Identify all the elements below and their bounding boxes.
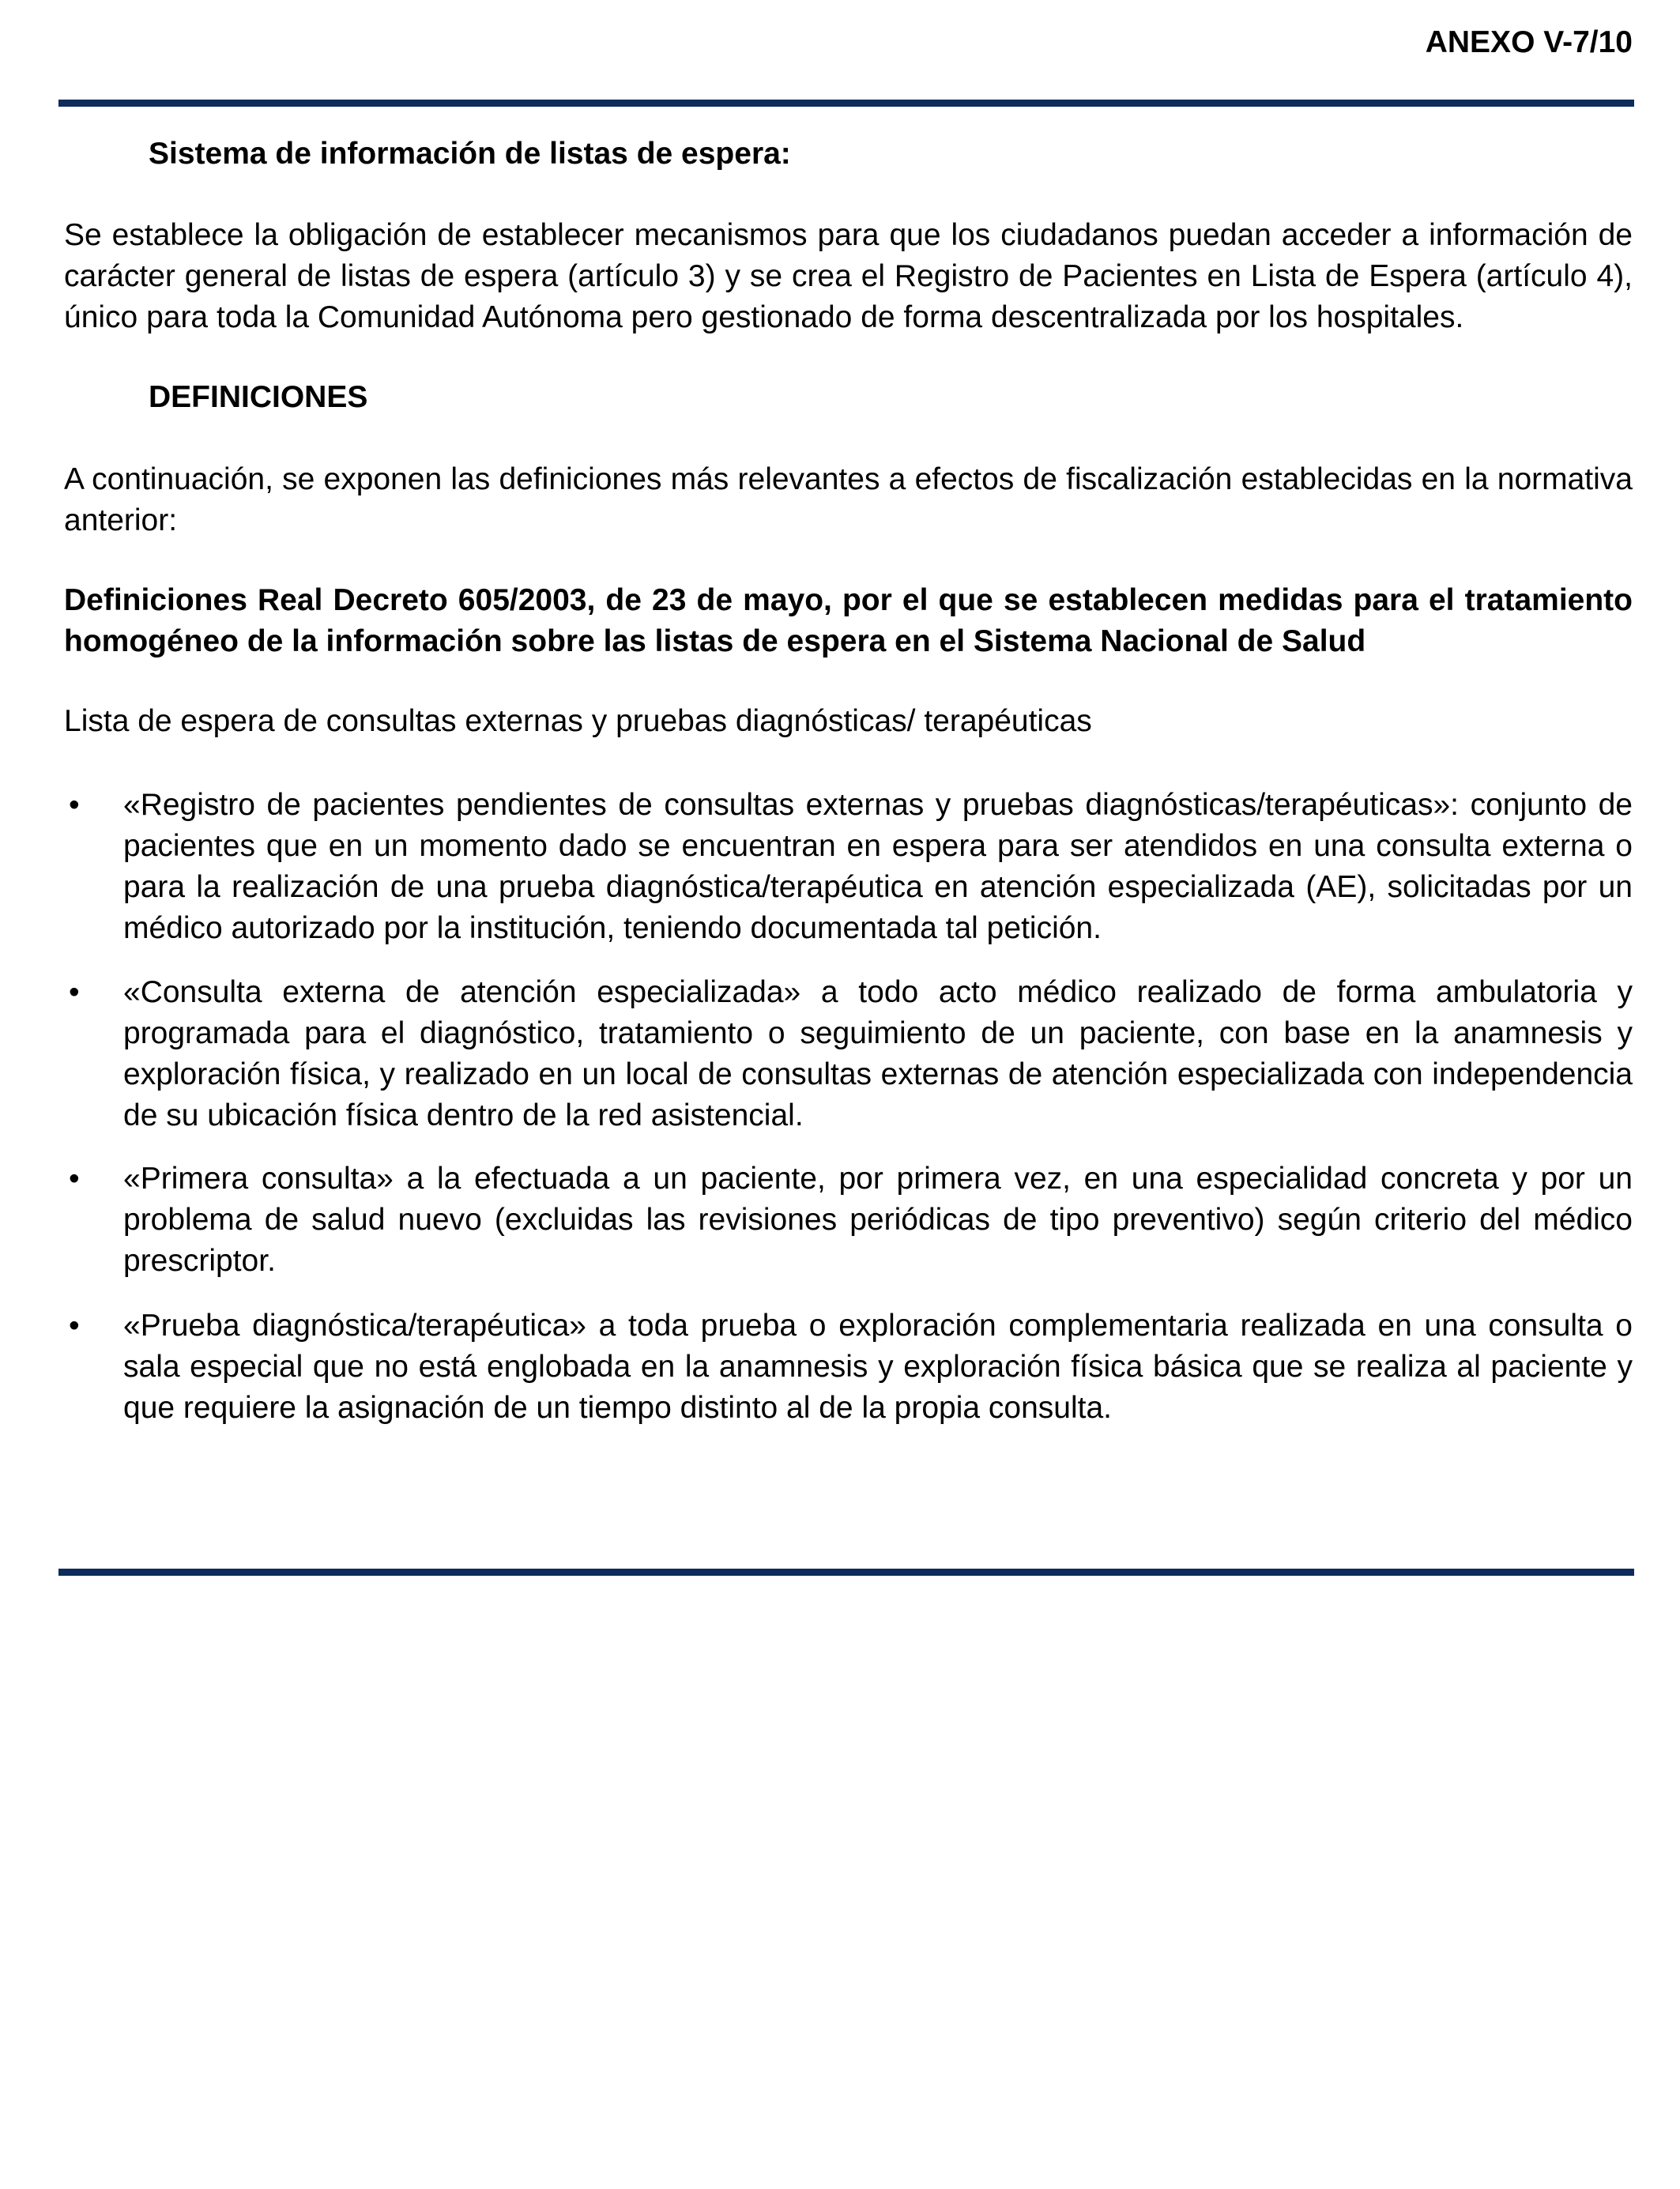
paragraph-definitions-intro: A continuación, se exponen las definiciones más relevantes a efectos de fiscalización establecidas en la normativa anterior: [64,462,1633,537]
bullet-icon: • [69,1162,80,1196]
list-item-text: «Primera consulta» a la efectuada a un paciente, por primera vez, en una especialidad concreta y por un problema de salud nuevo (excluidas las revisiones periódicas de tipo preventivo) según criterio del médico prescriptor. [123,1162,1633,1278]
bullet-icon: • [69,788,80,822]
list-item-text: «Consulta externa de atención especializada» a todo acto médico realizado de forma ambulatoria y programada para el diagnóstico, tratamiento o seguimiento de un paciente, con base en la anamnesis y exploración física, y realizado en un local de consultas externas de atención especializada con independencia de su ubicación física dentro de la red asistencial. [123,975,1633,1132]
bullet-icon: • [69,975,80,1009]
bullet-icon: • [69,1309,80,1343]
section-heading-definitions: DEFINICIONES [149,380,368,414]
list-item [64,1305,1633,1429]
paragraph-waiting-list-info: Se establece la obligación de establecer mecanismos para que los ciudadanos puedan acceder a información de carácter general de listas de espera (artículo 3) y se crea el Registro de Pacientes en Lista de Espera (artículo 4), único para toda la Comunidad Autónoma pero gestionado de forma descentralizada por los hospitales. [64,218,1633,334]
section-heading-waiting-list-info: Sistema de información de listas de espera: [149,137,791,171]
subheading-outpatient-waiting-list: Lista de espera de consultas externas y pruebas diagnósticas/ terapéuticas [64,704,1092,738]
decree-title: Definiciones Real Decreto 605/2003, de 23 de mayo, por el que se establecen medidas para el tratamiento homogéneo de la información sobre las listas de espera en el Sistema Nacional de Salud [64,583,1633,658]
list-item-text: «Prueba diagnóstica/terapéutica» a toda prueba o exploración complementaria realizada en una consulta o sala especial que no está englobada en la anamnesis y exploración física básica que se realiza al paciente y que requiere la asignación de un tiempo distinto al de la propia consulta. [123,1309,1633,1425]
bottom-divider [58,1569,1634,1576]
list-item-text: «Registro de pacientes pendientes de consultas externas y pruebas diagnósticas/terapéuticas»: conjunto de pacientes que en un momento dado se encuentran en espera para ser atendidos en una consulta externa o para la realización de una prueba diagnóstica/terapéutica en atención especializada (AE), solicitadas por un médico autorizado por la institución, teniendo documentada tal petición. [123,788,1633,945]
list-item [64,1159,1633,1282]
annex-page-label: ANEXO V-7/10 [1425,25,1633,59]
list-item [64,785,1633,949]
document-body [64,134,1633,1429]
list-item [64,972,1633,1136]
definitions-list [64,785,1633,1429]
top-divider [58,100,1634,107]
